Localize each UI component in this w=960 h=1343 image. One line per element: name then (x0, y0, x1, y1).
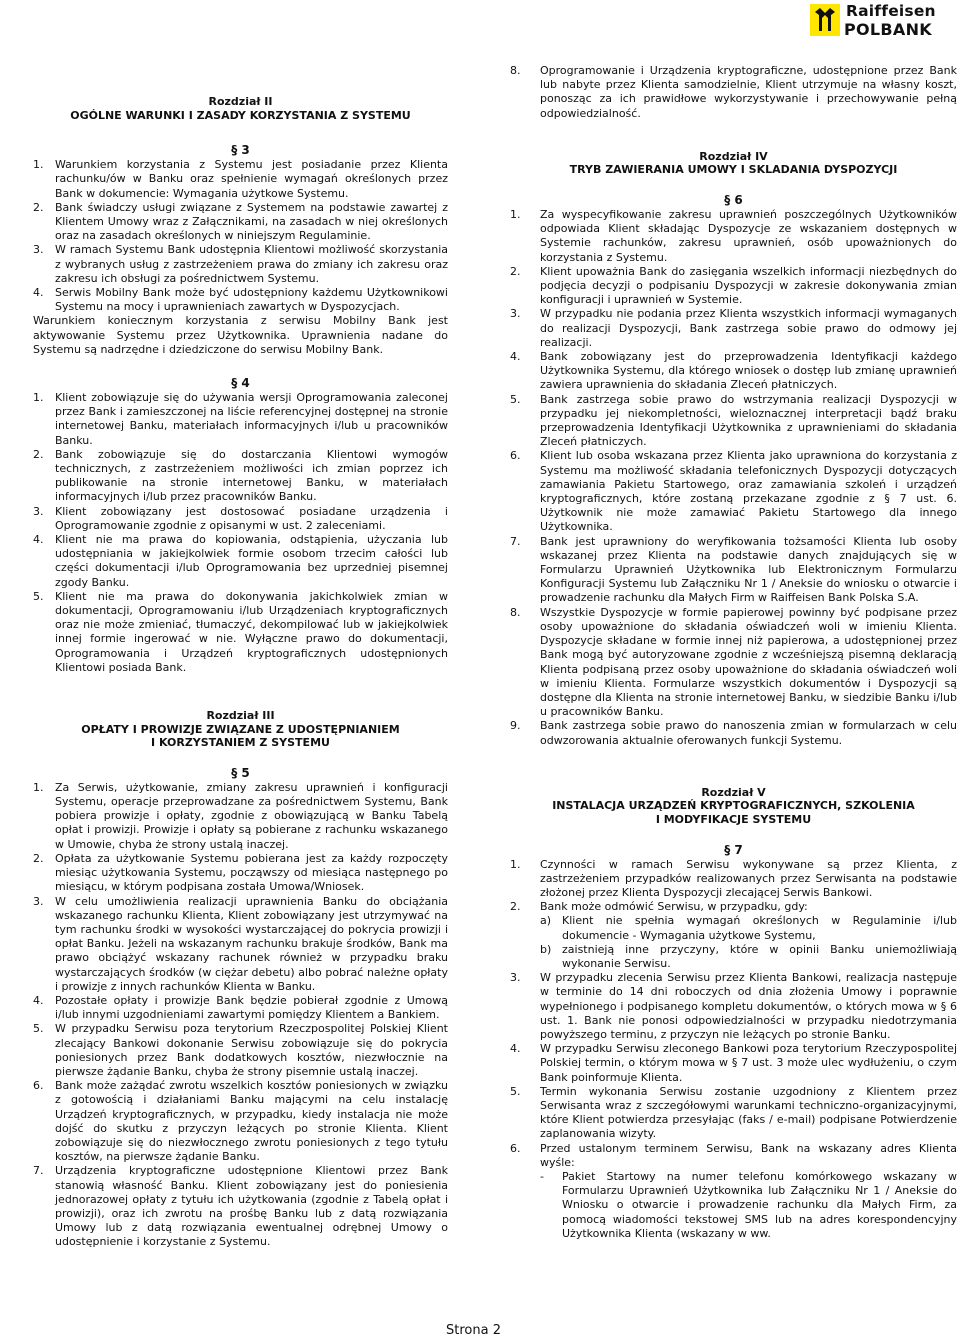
item-text: Bank zastrzega sobie prawo do wstrzymania realizacji Dyspozycji w przypadku jej niekompletności, wieloznacznej interpretacji bądź braku przeprowadzenia Identyfikacji Użytkownika z uprawnieniami do składania Zleceń płatniczych. (540, 392, 957, 449)
brand-name-line1: Raiffeisen (846, 2, 936, 20)
item-number: 1. (510, 857, 521, 871)
item-text: Klient lub osoba wskazana przez Klienta jako uprawniona do korzystania z Systemu ma możliwość składania telefonicznych Dyspozycji dotyczących zamawiania Pakietu Startowego, oraz zamawiania szkoleń i urządzeń kryptograficznych, które zostaną przekazane zgodnie z § 7 ust. 6. Użytkownik nie może zamawiać Pakietu Startowego dla innego Użytkownika. (540, 449, 957, 534)
item-text: Przed ustalonym terminem Serwisu, Bank na wskazany adres Klienta wyśle: (540, 1141, 957, 1169)
sub-item (540, 1170, 957, 1241)
chapter-title: Rozdział V (701, 785, 766, 799)
item-text: W przypadku Serwisu zleconego Bankowi poza terytorium Rzeczypospolitej Polskiej termin, o którym mowa w § 7 ust. 3 może ulec wydłużeniu, o czym Bank poinformuje Klienta. (540, 1042, 957, 1084)
list-item (33, 391, 448, 448)
sub-item-marker: - (540, 1169, 544, 1183)
chapter-subtitle: I KORZYSTANIEM Z SYSTEMU (151, 736, 330, 750)
item-number: 3. (33, 894, 44, 908)
sub-item-text: Pakiet Startowy na numer telefonu komórkowego wskazany w Formularzu Uprawnień Użytkownika lub Załączniku Nr 1 / Aneksie do Wniosku o otwarcie i prowadzenie rachunku dla Małych Firm, za pomocą wiadomości tekstowej SMS lub na adres korespondencyjny Użytkownika Klienta (wskazany w ww. (562, 1169, 957, 1240)
item-number: 3. (510, 971, 521, 985)
list-item (33, 201, 448, 244)
section-6-heading: § 6 (724, 193, 743, 207)
item-text: Klient zobowiązuje się do używania wersji Oprogramowania zaleconej przez Bank i zamieszczonej na liście referencyjnej dostępnej na stronie internetowej Banku, materiałach informacyjnych i/lub u pracowników Banku. (55, 391, 448, 447)
sub-item (540, 943, 957, 971)
item-text: Pozostałe opłaty i prowizje Bank będzie pobierał zgodnie z Umową i/lub innymi uzgodnieniami zawartymi pomiędzy Klientem a Bankiem. (55, 993, 448, 1022)
list-item (510, 265, 957, 308)
item-number: 1. (33, 158, 44, 172)
raiffeisen-polbank-logo (810, 2, 946, 40)
list-item (33, 505, 448, 533)
item-number: 5. (510, 1084, 521, 1098)
item-number: 8. (510, 64, 521, 77)
item-number: 1. (33, 780, 44, 794)
list-item (510, 393, 957, 450)
item-text: Bank może zażądać zwrotu wszelkich kosztów poniesionych w związku z gotowością i działaniami Banku mającymi na celu instalację Urządzeń kryptograficznych, w przypadku, kiedy instalacja nie może dojść do skutku z przyczyn leżących po stronie Klienta. Klient zobowiązuje się do niezwłocznego zwrotu poniesionych z tego tytułu kosztów, na pierwsze żądanie Banku. (55, 1079, 448, 1164)
list-item (510, 1042, 957, 1085)
item-number: 4. (510, 350, 521, 364)
chapter-subtitle: OGÓLNE WARUNKI I ZASADY KORZYSTANIA Z SYSTEMU (70, 108, 411, 122)
sub-item-marker: b) (540, 942, 552, 956)
chapter-5-heading (510, 786, 957, 827)
item-number: 3. (33, 243, 44, 257)
list-item (510, 208, 957, 265)
item-number: 5. (33, 1022, 44, 1036)
item-number: 7. (510, 534, 521, 548)
list-item (510, 64, 957, 121)
chapter-title: Rozdział III (206, 709, 275, 723)
list-item (33, 533, 448, 590)
item-text: W przypadku zlecenia Serwisu przez Klienta Bankowi, realizacja następuje w terminie do 14 dni roboczych od dnia złożenia Umowy i poprawnie wypełnionego i podpisanego kompletu dokumentów, o których mowa w § 6 ust. 1. Bank nie ponosi odpowiedzialności w przypadku niedotrzymania powyższego terminu, z przyczyn nie leżących po stronie Banku. (540, 971, 957, 1041)
chapter-subtitle: OPŁATY I PROWIZJE ZWIĄZANE Z UDOSTĘPNIANIEM (81, 722, 400, 736)
chapter-title: Rozdział IV (699, 149, 768, 163)
item-number: 6. (510, 1141, 521, 1155)
section-7-list (510, 858, 957, 1241)
item-text: Serwis Mobilny Bank może być udostępniony każdemu Użytkownikowi Systemu na mocy i uprawnieniach zawartych w Dyspozycjach. (55, 286, 448, 314)
item-text: Klient zobowiązany jest dostosować posiadane urządzenia i Oprogramowanie zgodnie z opisanymi w ust. 2 zaleceniami. (55, 504, 448, 532)
item-number: 1. (510, 208, 521, 221)
left-column (33, 95, 448, 1250)
sub-item-marker: a) (540, 914, 552, 928)
list-item (33, 1022, 448, 1079)
item-number: 3. (510, 307, 521, 321)
list-item (510, 606, 957, 720)
item-text: Warunkiem korzystania z Systemu jest posiadanie przez Klienta rachunku/ów w Banku oraz spełnienie wymagań określonych przez Bank w dokumencie: Wymagania użytkowe Systemu. (55, 158, 448, 200)
chapter-3-heading (33, 709, 448, 750)
item-number: 6. (33, 1079, 44, 1093)
list-item (510, 900, 957, 971)
item-number: 4. (33, 993, 44, 1007)
item-number: 2. (510, 900, 521, 914)
chapter-subtitle: INSTALACJA URZĄDZEŃ KRYPTOGRAFICZNYCH, SZKOLENIA (552, 799, 915, 813)
list-item (510, 449, 957, 534)
list-item (33, 781, 448, 852)
item-number: 6. (510, 449, 521, 463)
list-item (510, 971, 957, 1042)
item-text: Klient nie ma prawa do kopiowania, odstąpienia, użyczania lub udostępniania w jakiejkolwiek formie osobom trzecim całości lub części dokumentacji i/lub Oprogramowania bez uprzedniej pisemnej zgody Banku. (55, 533, 448, 589)
item-number: 4. (510, 1042, 521, 1056)
item-text: W celu umożliwienia realizacji uprawnienia Banku do obciążania wskazanego rachunku Klienta, Klient zobowiązany jest utrzymywać na tym rachunku środki w wysokości wystarczającej do pokrycia prowizji i opłat Banku. Jeżeli na wskazanym rachunku brakuje środków, Bank ma prawo obciążyć wskazany rachunek również w przypadku braku wystarczających środków (w ciężar debetu) albo pobrać należne opłaty i prowizje z innych rachunków Klienta w Banku. (55, 894, 448, 993)
list-item (33, 590, 448, 675)
item-number: 5. (33, 589, 44, 603)
item-text: Czynności w ramach Serwisu wykonywane są przez Klienta, z zastrzeżeniem przypadków realizowanych przez Serwisanta na podstawie złożonej przez Klienta Dyspozycji zlecającej Serwis Bankowi. (540, 857, 957, 899)
section-4-list (33, 391, 448, 675)
sub-item-text: zaistnieją inne przyczyny, które w opinii Banku uniemożliwiają wykonanie Serwisu. (562, 942, 957, 970)
list-item (33, 243, 448, 286)
list-item (33, 1164, 448, 1249)
item-number: 2. (33, 200, 44, 214)
sub-item (540, 914, 957, 942)
list-item (33, 158, 448, 201)
section-5-heading: § 5 (231, 765, 250, 780)
item-text: Klient upoważnia Bank do zasięgania wszelkich informacji niezbędnych do podjęcia decyzji o podpisaniu Dyspozycji w zakresie dokonywania zmian konfiguracji i uprawnień w Systemie. (540, 264, 957, 307)
item-text: Urządzenia kryptograficzne udostępnione Klientowi przez Bank stanowią własność Banku. Klient zobowiązany jest do poniesienia jednorazowej opłaty z tytułu ich użytkowania (zgodnie z Tabelą opłat i prowizji), oraz ich zwrotu na prośbę Banku lub z datą rozwiązania Umowy lub z datą rozwiązania ewentualnej odrębnej Umowy o udostępnienie i korzystanie z Systemu. (55, 1164, 448, 1249)
item-text: Bank zobowiązuje się do dostarczania Klientowi wymogów technicznych, z zastrzeżeniem możliwości ich zmian poprzez ich publikowanie na stronie internetowej Banku, w materiałach informacyjnych i/lub przez pracowników Banku. (55, 447, 448, 504)
chapter-2-heading (33, 95, 448, 122)
page-number: Strona 2 (446, 1323, 501, 1338)
item-text: Bank zobowiązany jest do przeprowadzenia Identyfikacji każdego Użytkownika Systemu, dla którego wniosek o dostęp lub zmianę uprawnień zawiera uprawnienia do składania Zleceń płatniczych. (540, 350, 957, 392)
list-item (33, 1079, 448, 1164)
item-body (540, 1142, 957, 1241)
item-number: 3. (33, 504, 44, 518)
section-4-heading: § 4 (231, 376, 250, 391)
list-item (510, 719, 957, 747)
item-text: Termin wykonania Serwisu zostanie uzgodniony z Klientem przez Serwisanta wraz z szczegółowymi warunkami techniczno-organizacyjnymi, które Klient potwierdza przesyłając (faks / e-mail) podpisane Potwierdzenie zaplanowania wizyty. (540, 1084, 957, 1141)
item-text: W ramach Systemu Bank udostępnia Klientowi możliwość skorzystania z wybranych usług z zastrzeżeniem prawa do zmiany ich zakresu oraz zakresu ich obsługi za pośrednictwem Systemu. (55, 243, 448, 285)
item-text: Klient nie ma prawa do dokonywania jakichkolwiek zmian w dokumentacji, Oprogramowaniu i/lub Urządzeniach kryptograficznych oraz nie może zmieniać, tłumaczyć, dekompilować lub w jakiejkolwiek innej formie ingerować w nie. Wyłączne prawo do dokumentacji, Oprogramowania i Urządzeń kryptograficznych udostępnionych Klientowi posiada Bank. (55, 589, 448, 674)
gable-cross-logo-icon (810, 4, 840, 36)
item-number: 1. (33, 391, 44, 405)
item-text: Za wyspecyfikowanie zakresu uprawnień poszczególnych Użytkowników odpowiada Klient składając Dyspozycje ze wskazaniem dostępnych w Systemie rachunków, zakresu uprawnień, osób upoważnionych do korzystania z Systemu. (540, 208, 957, 264)
list-item (33, 852, 448, 895)
item-number: 8. (510, 605, 521, 619)
item-text: Bank zastrzega sobie prawo do nanoszenia zmian w formularzach w celu odwzorowania aktualnie oferowanych funkcji Systemu. (540, 719, 957, 747)
right-column (510, 64, 957, 1241)
list-item (33, 286, 448, 314)
item-number: 2. (33, 851, 44, 865)
item-text: Bank może odmówić Serwisu, w przypadku, gdy: (540, 900, 808, 914)
item-number: 9. (510, 719, 521, 733)
item-text: W przypadku Serwisu poza terytorium Rzeczpospolitej Polskiej Klient zlecający Bankowi dokonanie Serwisu zobowiązuje się do pokrycia poniesionych przez Bank dodatkowych kosztów, niezwłocznie na pierwsze żądanie Banku, chyba że strony pisemnie ustalą inaczej. (55, 1022, 448, 1078)
brand-name-line2: POLBANK (844, 20, 932, 39)
item-text: Oprogramowanie i Urządzenia kryptograficzne, udostępnione przez Bank lub nabyte przez Klienta samodzielnie, Klient utrzymuje na własny koszt, ponosząc za ich prawidłowe wykorzystywanie i przechowywanie pełną odpowiedzialność. (540, 64, 957, 120)
item-number: 2. (33, 447, 44, 461)
item-text: Za Serwis, użytkowanie, zmiany zakresu uprawnień i konfiguracji Systemu, operacje przeprowadzane za pośrednictwem Systemu, Bank pobiera prowizje i opłaty, zgodnie z obowiązującą w Banku Tabelą opłat i prowizji. Prowizje i opłaty są pobierane z rachunku wskazanego w Umowie, chyba że strony ustalą inaczej. (55, 780, 448, 851)
chapter-4-heading (510, 150, 957, 177)
chapter-subtitle: TRYB ZAWIERANIA UMOWY I SKLADANIA DYSPOZYCJI (569, 163, 898, 177)
list-item (33, 448, 448, 505)
section-3-heading: § 3 (231, 143, 250, 158)
section-5-list (33, 781, 448, 1250)
item-text: W przypadku nie podania przez Klienta wszystkich informacji wymaganych do realizacji Dyspozycji, Bank zastrzega sobie prawo do odmowy jej realizacji. (540, 307, 957, 349)
item-text: Opłata za użytkowanie Systemu pobierana jest za każdy rozpoczęty miesiąc użytkowania Systemu, począwszy od miesiąca następnego po miesiącu, w którym podpisana została Umowa/Wniosek. (55, 851, 448, 894)
list-item (510, 350, 957, 393)
paragraph: Warunkiem koniecznym korzystania z serwisu Mobilny Bank jest aktywowanie Systemu przez Użytkownika. Uprawnienia nadane do Systemu są nadrzędne i dziedziczone do serwisu Mobilny Bank. (33, 314, 448, 356)
list-item (33, 994, 448, 1022)
list-item (510, 1142, 957, 1241)
list-item (510, 307, 957, 350)
item-number: 2. (510, 264, 521, 278)
chapter-title: Rozdział II (208, 95, 273, 108)
list-item (33, 895, 448, 994)
item-text: Bank jest uprawniony do weryfikowania tożsamości Klienta lub osoby wskazanej przez Klienta na podstawie danych znajdujących się w Formularzu Uprawnień Użytkownika lub Elektronicznym Formularzu Konfiguracji Systemu lub Załączniku Nr 1 / Aneksie do wniosku o otwarcie i prowadzenie rachunku dla Małych Firm w Raiffeisen Bank Polska S.A. (540, 534, 957, 605)
item-number: 4. (33, 533, 44, 547)
item-number: 7. (33, 1164, 44, 1178)
item-text: Wszystkie Dyspozycje w formie papierowej powinny być podpisane przez osoby upoważnione do składania oświadczeń woli w imieniu Klienta. Dyspozycje składane w formie innej niż papierowa, a udostępnionej przez Bank mogą być autoryzowane zgodnie z wcześniejszą pisemną deklaracją Klienta podpisaną przez osoby upoważnione do składania oświadczeń woli w imieniu Klienta. Formularze wszystkich dokumentów i Dyspozycji są dostępne dla Klienta na stronie internetowej Banku, w siedzibie Banku i/lub u pracowników Banku. (540, 605, 957, 719)
item-text: Bank świadczy usługi związane z Systemem na podstawie zawartej z Klientem Umowy wraz z Załącznikami, na zasadach w niej określonych oraz na zasadach określonych w niniejszym Regulaminie. (55, 200, 448, 243)
sub-item-text: Klient nie spełnia wymagań określonych w Regulaminie i/lub dokumencie - Wymagania użytkowe Systemu, (562, 914, 957, 942)
item-number: 4. (33, 286, 44, 300)
list-item (510, 1085, 957, 1142)
section-6-list (510, 208, 957, 748)
section-3-list (33, 158, 448, 357)
chapter-subtitle: I MODYFIKACJE SYSTEMU (655, 812, 812, 826)
item-number: 5. (510, 392, 521, 406)
list-item (510, 535, 957, 606)
list-item (510, 858, 957, 901)
item-body (540, 900, 957, 971)
section-7-heading: § 7 (724, 842, 743, 857)
